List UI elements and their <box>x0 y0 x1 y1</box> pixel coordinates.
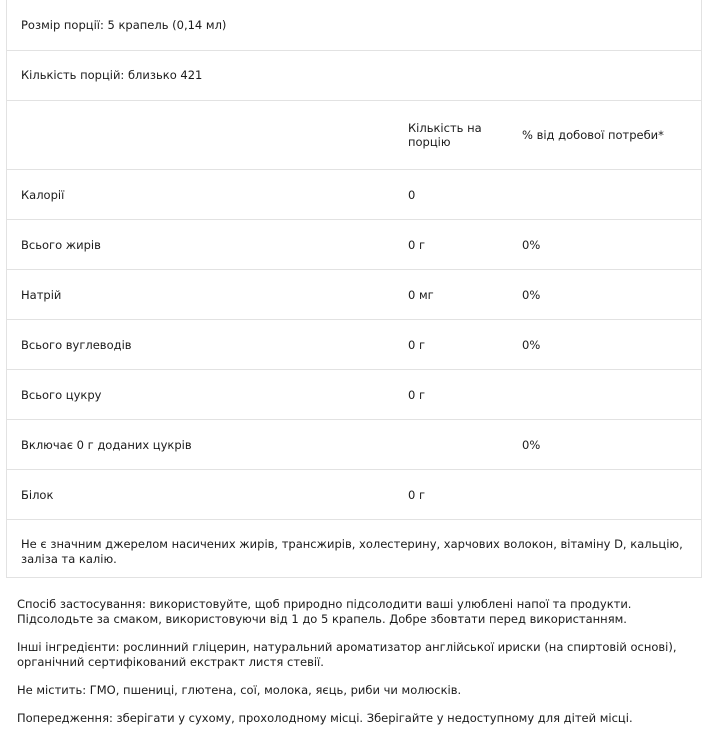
nutrient-dv: 0% <box>522 237 541 252</box>
nutrient-dv: 0% <box>522 337 541 352</box>
header-daily-value: % від добової потреби* <box>522 128 664 142</box>
table-row <box>7 169 701 219</box>
nutrient-amount: 0 г <box>408 237 426 252</box>
other-ingredients-text: Інші інгредієнти: рослинний гліцерин, натуральний ароматизатор англійської ириски (на спиртовій основі), органічний сертифікований екстракт листя стевії. <box>17 640 677 669</box>
nutrient-dv: 0% <box>522 437 541 452</box>
warning-text: Попередження: зберігати у сухому, прохолодному місці. Зберігайте у недоступному для дітей місці. <box>17 711 633 725</box>
nutrient-name: Всього вуглеводів <box>21 337 132 352</box>
nutrient-name: Натрій <box>21 287 62 302</box>
servings-per-container-row <box>7 50 701 100</box>
product-info <box>17 597 707 736</box>
nutrient-name: Білок <box>21 487 54 502</box>
nutrient-amount: 0 г <box>408 387 426 402</box>
servings-per-container: Кількість порцій: близько 421 <box>21 68 203 82</box>
nutrient-amount: 0 г <box>408 487 426 502</box>
header-amount: Кількість на порцію <box>408 121 482 149</box>
nutrition-facts-table <box>6 0 702 578</box>
nutrient-amount: 0 <box>408 187 416 202</box>
nutrient-name: Всього цукру <box>21 387 102 402</box>
nutrient-amount: 0 мг <box>408 287 434 302</box>
nutrient-dv: 0% <box>522 287 541 302</box>
nutrient-amount: 0 г <box>408 337 426 352</box>
nutrient-name: Включає 0 г доданих цукрів <box>21 437 192 452</box>
table-row <box>7 419 701 469</box>
serving-size: Розмір порції: 5 крапель (0,14 мл) <box>21 17 227 32</box>
table-row <box>7 469 701 519</box>
usage-text: Спосіб застосування: використовуйте, щоб природно підсолодити ваші улюблені напої та продукти. Підсолодьте за смаком, використовуючи від 1 до 5 крапель. Добре збовтати перед використанням. <box>17 597 632 626</box>
serving-size-row <box>7 0 701 50</box>
nutrient-name: Всього жирів <box>21 237 101 252</box>
does-not-contain-text: Не містить: ГМО, пшениці, глютена, сої, молока, яєць, риби чи молюсків. <box>17 683 462 697</box>
nutrient-name: Калорії <box>21 187 65 202</box>
table-header-row <box>7 100 701 169</box>
not-significant-row <box>7 519 701 577</box>
table-row <box>7 219 701 269</box>
not-significant-note: Не є значним джерелом насичених жирів, трансжирів, холестерину, харчових волокон, вітаміну D, кальцію, заліза та калію. <box>21 537 683 566</box>
table-row <box>7 319 701 369</box>
table-row <box>7 269 701 319</box>
table-row <box>7 369 701 419</box>
